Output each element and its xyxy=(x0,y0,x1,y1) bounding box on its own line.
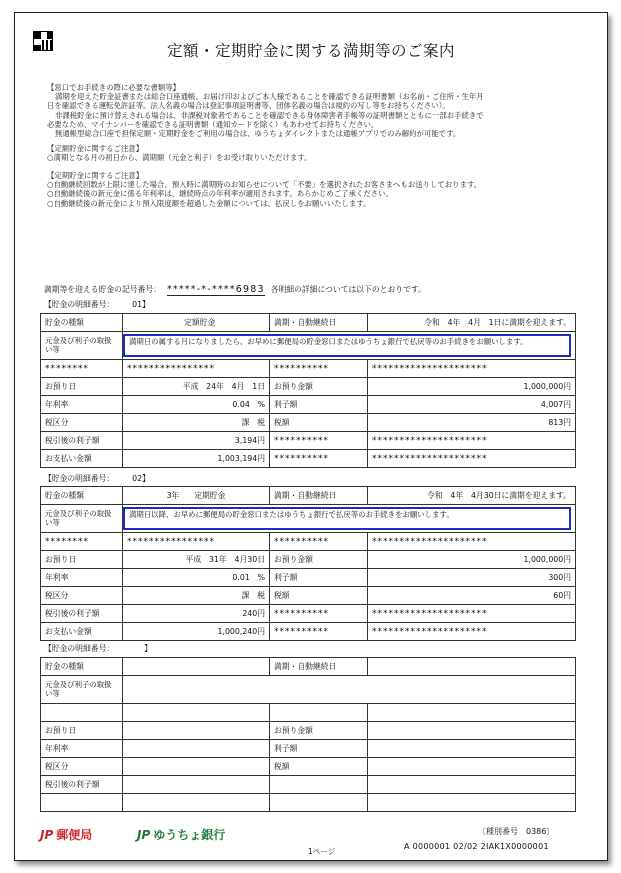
deposit-number: 】 xyxy=(144,644,153,653)
tax-category: 課 税 xyxy=(123,587,270,605)
masked-cell: ********** xyxy=(270,360,368,378)
deposit-label xyxy=(44,299,150,310)
table-row xyxy=(41,505,576,533)
blank-cell xyxy=(368,776,576,794)
table-row xyxy=(41,758,576,776)
tax-label: 税額 xyxy=(270,758,368,776)
table-row xyxy=(41,378,576,396)
payout-label: お支払い金額 xyxy=(41,450,123,468)
tax: 60円 xyxy=(368,587,576,605)
notice-line: 必要なため、マイナンバーを確認できる証明書類（通知カードを除く）もあわせてお持ちください。 xyxy=(47,119,379,129)
table-row xyxy=(41,676,576,704)
deposit-amount: 1,000,000円 xyxy=(368,378,576,396)
handling-label: 元金及び利子の取扱い等 xyxy=(41,505,123,533)
table-row xyxy=(41,414,576,432)
tax-label: 税額 xyxy=(270,587,368,605)
account-number: *****-*-****6983 xyxy=(166,284,265,295)
table-row xyxy=(41,551,576,569)
table-row xyxy=(41,487,576,505)
tax-category: 課 税 xyxy=(123,414,270,432)
table-row xyxy=(41,332,576,360)
blank-cell xyxy=(41,794,123,812)
jp-bank-mark-icon: JP xyxy=(137,827,151,842)
table-row xyxy=(41,704,576,722)
japan-post-bank-logo xyxy=(137,826,225,843)
rate-label: 年利率 xyxy=(41,569,123,587)
rate xyxy=(123,740,270,758)
deposit-label-text: 【貯金の明細番号： xyxy=(44,474,115,483)
notice-line: 【窓口でお手続きの際に必要な書類等】 xyxy=(47,83,181,92)
interest-label: 利子額 xyxy=(270,396,368,414)
interest xyxy=(368,740,576,758)
type-value xyxy=(123,314,270,332)
deposit-date-label: お預り日 xyxy=(41,378,123,396)
deposit-number: 01】 xyxy=(132,300,150,309)
table-row xyxy=(41,605,576,623)
table-row xyxy=(41,587,576,605)
tax: 813円 xyxy=(368,414,576,432)
masked-cell: **************** xyxy=(123,533,270,551)
document-code: A 0000001 02/02 2IAK1X0000001 xyxy=(404,842,549,851)
masked-cell: ********** xyxy=(270,605,368,623)
handling-label: 元金及び利子の取扱い等 xyxy=(41,676,123,704)
page-number: 1ページ xyxy=(308,847,336,856)
renew-label: 満期・自動継続日 xyxy=(270,314,368,332)
deposit-date: 平成 31年 4月30日 xyxy=(123,551,270,569)
table-row xyxy=(41,533,576,551)
notice-line: 【定額貯金に関するご注意】 xyxy=(47,144,144,153)
deposit-label xyxy=(44,643,152,654)
after-tax-label: 税引後の利子額 xyxy=(41,432,123,450)
tax-category-label: 税区分 xyxy=(41,758,123,776)
deposit-amount-label: お預り金額 xyxy=(270,378,368,396)
blank-cell xyxy=(123,794,270,812)
payout: 1,000,240円 xyxy=(123,623,270,641)
blank-cell xyxy=(368,794,576,812)
table-row xyxy=(41,722,576,740)
masked-cell: ********** xyxy=(270,533,368,551)
after-tax: 240円 xyxy=(123,605,270,623)
deposit-label-text: 【貯金の明細番号： xyxy=(44,300,115,309)
payout: 1,003,194円 xyxy=(123,450,270,468)
tax-category-label: 税区分 xyxy=(41,414,123,432)
bank-name: ゆうちょ銀行 xyxy=(153,828,226,842)
masked-cell: ********** xyxy=(270,432,368,450)
notice-line: 満期を迎えた貯金証書または総合口座通帳、お届け印およびご本人様であることを確認できる証明書類（お名前・ご住所・生年月 xyxy=(55,92,484,102)
summary-prefix: 満期等を迎える貯金の記号番号： xyxy=(44,285,161,294)
tax-category-label: 税区分 xyxy=(41,587,123,605)
table-row xyxy=(41,314,576,332)
masked-cell: **************** xyxy=(123,360,270,378)
blank-cell xyxy=(368,704,576,722)
table-row xyxy=(41,396,576,414)
deposit-label xyxy=(44,473,150,484)
deposit-table-03 xyxy=(40,657,576,812)
blank-cell xyxy=(270,794,368,812)
deposit-label-text: 【貯金の明細番号： xyxy=(44,644,111,653)
jp-post-mark-icon: JP xyxy=(40,827,54,842)
notice-fixed-amount xyxy=(47,144,597,162)
type-name: 定額貯金 xyxy=(184,318,216,327)
page-title: 定額・定期貯金に関する満期等のご案内 xyxy=(166,42,455,60)
notice-line: ○自動継続後の新元金に係る年利率は、継続時点の年利率が適用されます。あらかじめご了承ください。 xyxy=(47,189,393,199)
notice-line: 日を確認できる運転免許証等。法人名義の場合は登記事項証明書等、団体名義の場合は規約の写し等をお持ちください）。 xyxy=(47,101,450,111)
notice-line: 非課税貯金に預け替えされる場合は、非課税対象者であることを確認できる身体障害者手帳等の証明書類とともに一部お手続きで xyxy=(55,110,484,120)
masked-cell: ********** xyxy=(270,450,368,468)
masked-cell: ********************* xyxy=(368,432,576,450)
deposit-number: 02】 xyxy=(132,474,150,483)
deposit-date-label: お預り日 xyxy=(41,722,123,740)
table-row xyxy=(41,658,576,676)
summary-suffix: 各明細の詳細については以下のとおりです。 xyxy=(270,285,426,294)
notice-fixed-term xyxy=(47,171,597,208)
interest-label: 利子額 xyxy=(270,569,368,587)
deposit-table-01 xyxy=(40,313,576,468)
account-summary xyxy=(44,284,426,296)
rate-label: 年利率 xyxy=(41,396,123,414)
interest: 300円 xyxy=(368,569,576,587)
notice-line: 無通帳型総合口座で担保定額・定期貯金をご利用の場合は、ゆうちょダイレクトまたは通帳アプリでのみ解約が可能です。 xyxy=(55,129,461,139)
masked-cell: ******** xyxy=(41,360,123,378)
blank-cell xyxy=(123,704,270,722)
masked-cell: ********** xyxy=(270,623,368,641)
deposit-date xyxy=(123,722,270,740)
type-term: 3年 xyxy=(166,491,180,500)
post-office-name: 郵便局 xyxy=(56,828,93,842)
masked-cell: ********************* xyxy=(368,450,576,468)
table-row xyxy=(41,794,576,812)
deposit-table-02 xyxy=(40,486,576,641)
deposit-date: 平成 24年 4月 1日 xyxy=(123,378,270,396)
masked-cell: ******** xyxy=(41,533,123,551)
handling-cell xyxy=(123,676,576,704)
after-tax: 3,194円 xyxy=(123,432,270,450)
rate-label: 年利率 xyxy=(41,740,123,758)
handling-value: 満期日以降、お早めに郵便局の貯金窓口またはゆうちょ銀行で払戻等のお手続きをお願いします。 xyxy=(123,507,571,530)
deposit-amount xyxy=(368,722,576,740)
renew-label: 満期・自動継続日 xyxy=(270,658,368,676)
table-row xyxy=(41,623,576,641)
type-number: 〔種別番号 0386〕 xyxy=(478,827,555,836)
handling-cell xyxy=(123,505,576,533)
table-row xyxy=(41,360,576,378)
masked-cell: ********************* xyxy=(368,623,576,641)
handling-label: 元金及び利子の取扱い等 xyxy=(41,332,123,360)
renew-value: 令和 4年 4月30日に満期を迎えます。 xyxy=(368,487,576,505)
tax xyxy=(368,758,576,776)
renew-value xyxy=(368,658,576,676)
rate: 0.01 % xyxy=(123,569,270,587)
interest-label: 利子額 xyxy=(270,740,368,758)
table-row xyxy=(41,740,576,758)
after-tax-label: 税引後の利子額 xyxy=(41,776,123,794)
tax-category xyxy=(123,758,270,776)
after-tax xyxy=(123,776,270,794)
interest: 4,007円 xyxy=(368,396,576,414)
payout-label: お支払い金額 xyxy=(41,623,123,641)
renew-value: 令和 4年 4月 1日に満期を迎えます。 xyxy=(368,314,576,332)
notice-line: ○満期となる月の初日から、満期額（元金と利子）をお受け取りいただけます。 xyxy=(47,153,312,163)
deposit-date-label: お預り日 xyxy=(41,551,123,569)
type-value xyxy=(123,658,270,676)
notice-line: 【定期貯金に関するご注意】 xyxy=(47,171,144,180)
notice-line: ○自動継続回数が上限に達した場合、預入時に満期時のお知らせについて「不要」を選択されたお客さまへもお送りしております。 xyxy=(47,180,482,190)
masked-cell: ********************* xyxy=(368,533,576,551)
blank-cell xyxy=(41,704,123,722)
deposit-amount-label: お預り金額 xyxy=(270,722,368,740)
type-label: 貯金の種類 xyxy=(41,658,123,676)
tax-label: 税額 xyxy=(270,414,368,432)
notice-line: ○自動継続後の新元金により預入限度額を超過した金額については、払戻しをお願いいたします。 xyxy=(47,198,371,208)
type-name: 定期貯金 xyxy=(194,491,226,500)
table-row xyxy=(41,432,576,450)
table-row xyxy=(41,569,576,587)
rate: 0.04 % xyxy=(123,396,270,414)
japan-post-logo xyxy=(40,826,92,843)
table-row xyxy=(41,776,576,794)
masked-cell: ********************* xyxy=(368,360,576,378)
type-label: 貯金の種類 xyxy=(41,487,123,505)
handling-cell xyxy=(123,332,576,360)
deposit-amount: 1,000,000円 xyxy=(368,551,576,569)
handling-value: 満期日の属する月になりましたら、お早めに郵便局の貯金窓口またはゆうちょ銀行で払戻等のお手続きをお願いします。 xyxy=(123,334,571,357)
notice-required-documents xyxy=(47,83,597,138)
type-label: 貯金の種類 xyxy=(41,314,123,332)
renew-label: 満期・自動継続日 xyxy=(270,487,368,505)
blank-cell xyxy=(270,704,368,722)
deposit-amount-label: お預り金額 xyxy=(270,551,368,569)
masked-cell: ********************* xyxy=(368,605,576,623)
type-value xyxy=(123,487,270,505)
table-row xyxy=(41,450,576,468)
after-tax-label: 税引後の利子額 xyxy=(41,605,123,623)
blank-cell xyxy=(270,776,368,794)
